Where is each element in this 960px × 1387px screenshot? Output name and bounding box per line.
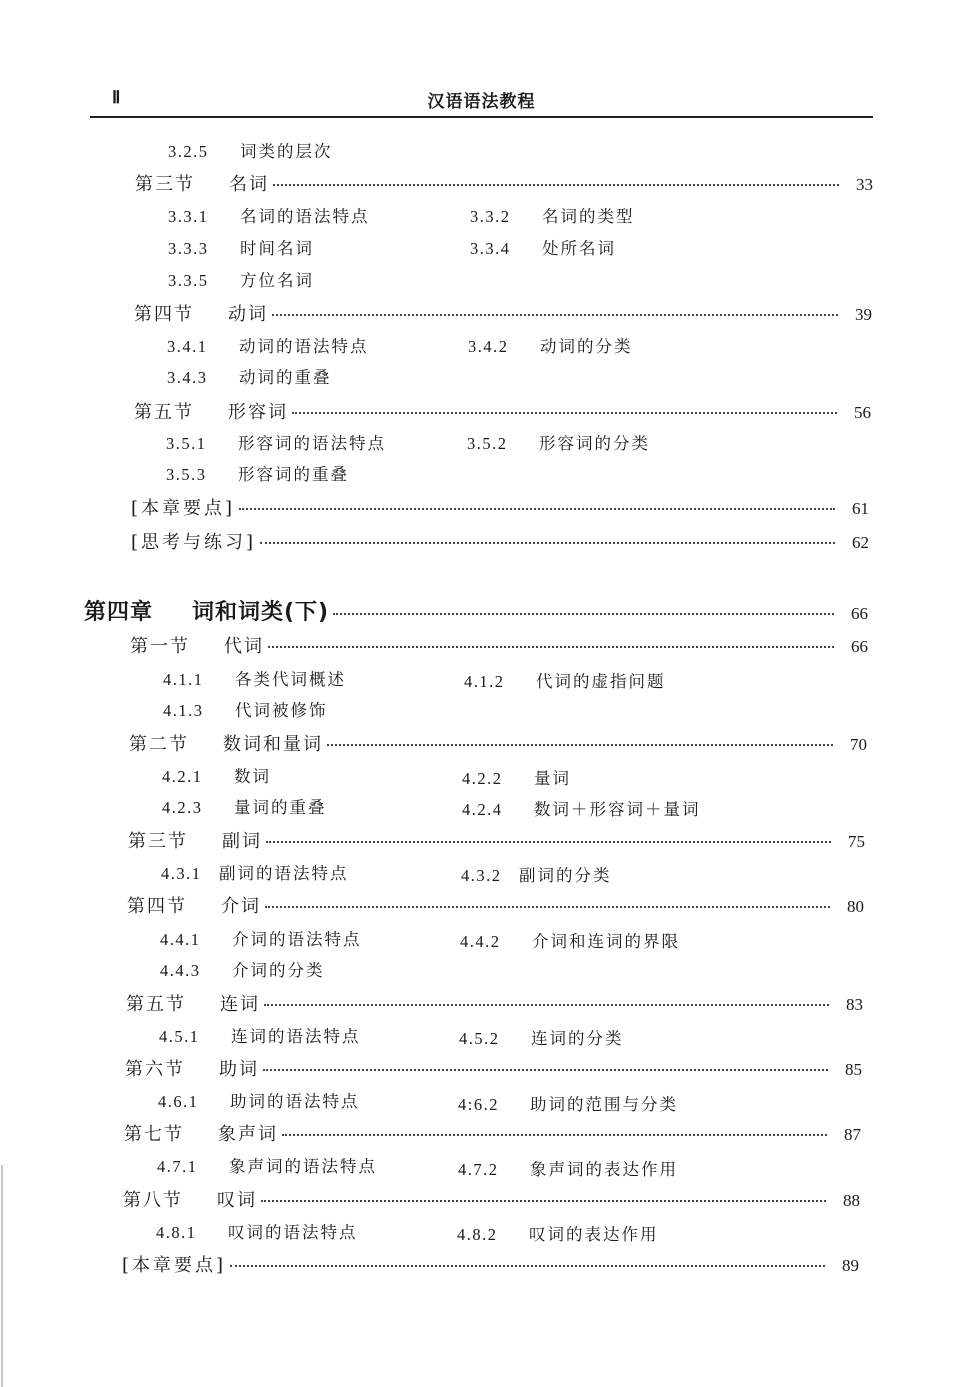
toc-text: 3.4.1 xyxy=(167,337,208,356)
toc-text: 量词 xyxy=(534,769,571,788)
toc-subsection[interactable] xyxy=(161,860,349,888)
toc-text: 第二节 xyxy=(129,734,189,755)
toc-text: 第三节 xyxy=(128,831,188,852)
toc-text: [本章要点] xyxy=(131,498,236,519)
toc-text: 介词的语法特点 xyxy=(232,930,362,949)
toc-subsection[interactable] xyxy=(457,1221,659,1249)
toc-text: 叹词 xyxy=(217,1190,257,1211)
page-number: 33 xyxy=(856,175,873,194)
toc-subsection[interactable] xyxy=(163,697,328,725)
toc-subsection[interactable] xyxy=(461,862,612,890)
toc-text: 代词被修饰 xyxy=(235,701,328,720)
toc-subsection[interactable] xyxy=(167,364,332,392)
toc-text: 3.5.1 xyxy=(166,434,207,453)
toc-subsection[interactable] xyxy=(157,1153,377,1181)
toc-text: 4.1.1 xyxy=(163,670,204,689)
toc-section-4-5[interactable] xyxy=(126,990,863,1018)
toc-section-4-6[interactable] xyxy=(125,1055,862,1083)
toc-text: 词和词类(下) xyxy=(192,600,330,625)
toc-subsection[interactable] xyxy=(462,765,571,793)
toc-text: 数词＋形容词＋量词 xyxy=(534,800,701,819)
toc-text: 名词的类型 xyxy=(542,207,635,226)
toc-subsection[interactable] xyxy=(158,1088,360,1116)
toc-text: 动词的重叠 xyxy=(239,368,332,387)
toc-text: 连词 xyxy=(220,994,260,1015)
toc-subsection[interactable] xyxy=(160,957,325,985)
page-header xyxy=(90,84,873,118)
toc-text: 象声词的语法特点 xyxy=(229,1157,377,1176)
page-number: 85 xyxy=(845,1060,862,1079)
toc-text: 4.4.2 xyxy=(460,932,501,951)
toc-subsection[interactable] xyxy=(470,203,635,231)
toc-text: 副词的分类 xyxy=(519,866,612,885)
toc-exercises-ch3[interactable] xyxy=(131,528,869,556)
toc-text: 4.3.1 xyxy=(161,864,202,883)
toc-text: 4.2.1 xyxy=(162,767,203,786)
toc-subsection[interactable] xyxy=(470,235,616,263)
toc-text: 各类代词概述 xyxy=(235,670,346,689)
toc-text: 名词 xyxy=(229,174,269,195)
toc-text: 助词 xyxy=(219,1059,259,1080)
toc-text: 形容词的重叠 xyxy=(238,465,349,484)
page-number: 83 xyxy=(846,995,863,1014)
scan-edge-shadow xyxy=(1,1165,3,1387)
dot-leader xyxy=(272,314,838,316)
toc-text: 4.8.1 xyxy=(156,1223,197,1242)
toc-subsection[interactable] xyxy=(163,666,346,694)
toc-text: 动词的语法特点 xyxy=(239,337,369,356)
toc-text: 4.7.2 xyxy=(458,1160,499,1179)
toc-text: 时间名词 xyxy=(240,239,314,258)
toc-text: 象声词 xyxy=(218,1124,278,1145)
page-number: 75 xyxy=(848,832,865,851)
dot-leader xyxy=(263,1069,828,1071)
toc-text: [本章要点] xyxy=(122,1255,227,1276)
toc-key-points-ch3[interactable] xyxy=(131,494,869,522)
toc-subsection[interactable] xyxy=(167,333,369,361)
toc-text: 代词的虚指问题 xyxy=(536,672,666,691)
toc-text: 3.5.3 xyxy=(166,465,207,484)
page-number: 56 xyxy=(854,403,871,422)
dot-leader xyxy=(268,646,834,648)
toc-text: 4.7.1 xyxy=(157,1157,198,1176)
page-number: 89 xyxy=(842,1256,859,1275)
toc-text: 第八节 xyxy=(123,1190,183,1211)
toc-section-3-3[interactable] xyxy=(135,170,873,198)
toc-text: 象声词的表达作用 xyxy=(530,1160,678,1179)
toc-subsection[interactable] xyxy=(458,1091,678,1119)
toc-section-3-4[interactable] xyxy=(134,300,872,328)
toc-section-4-2[interactable] xyxy=(129,730,867,758)
toc-text: 介词 xyxy=(221,896,261,917)
toc-subsection[interactable] xyxy=(458,1156,678,1184)
toc-text: 3.2.5 xyxy=(168,142,209,161)
toc-text: 助词的语法特点 xyxy=(230,1092,360,1111)
toc-subsection[interactable] xyxy=(162,794,327,822)
toc-subsection[interactable] xyxy=(159,1023,361,1051)
toc-text: 4.1.3 xyxy=(163,701,204,720)
toc-text: 动词 xyxy=(228,304,268,325)
dot-leader xyxy=(273,184,839,186)
toc-subsection[interactable] xyxy=(166,461,349,489)
dot-leader xyxy=(266,841,831,843)
toc-text: 助词的范围与分类 xyxy=(530,1095,678,1114)
toc-text: 形容词的分类 xyxy=(539,434,650,453)
toc-subsection[interactable] xyxy=(468,333,633,361)
toc-subsection[interactable] xyxy=(156,1219,358,1247)
toc-text: 介词和连词的界限 xyxy=(532,932,680,951)
toc-text: 数词和量词 xyxy=(223,734,323,755)
dot-leader xyxy=(239,508,835,510)
toc-text: 叹词的语法特点 xyxy=(228,1223,358,1242)
toc-subsection[interactable] xyxy=(168,267,314,295)
toc-section-4-8[interactable] xyxy=(123,1186,860,1214)
toc-subsection[interactable] xyxy=(462,796,701,824)
page-number: 88 xyxy=(843,1191,860,1210)
toc-section-4-4[interactable] xyxy=(127,892,864,920)
toc-text: 处所名词 xyxy=(542,239,616,258)
page-number: 66 xyxy=(851,604,868,623)
page-number: 87 xyxy=(844,1125,861,1144)
toc-text: 数词 xyxy=(234,767,271,786)
dot-leader xyxy=(260,542,835,544)
toc-text: 4.8.2 xyxy=(457,1225,498,1244)
toc-text: 第七节 xyxy=(124,1124,184,1145)
toc-subsection[interactable] xyxy=(467,430,650,458)
toc-text: 4.3.2 xyxy=(461,866,502,885)
dot-leader xyxy=(230,1265,825,1267)
toc-text: 第三节 xyxy=(135,174,195,195)
toc-text: [思考与练习] xyxy=(131,532,257,553)
toc-section-4-1[interactable] xyxy=(130,632,868,660)
toc-text: 4.4.3 xyxy=(160,961,201,980)
page-number: 62 xyxy=(852,533,869,552)
page-number: 80 xyxy=(847,897,864,916)
toc-text: 3.3.1 xyxy=(168,207,209,226)
toc-text: 第四章 xyxy=(84,600,154,625)
page-number: 70 xyxy=(850,735,867,754)
toc-text: 3.3.3 xyxy=(168,239,209,258)
toc-text: 连词的语法特点 xyxy=(231,1027,361,1046)
toc-text: 4.5.1 xyxy=(159,1027,200,1046)
toc-text: 方位名词 xyxy=(240,271,314,290)
toc-key-points-ch4[interactable] xyxy=(122,1251,859,1279)
toc-subsection[interactable] xyxy=(460,928,680,956)
toc-text: 连词的分类 xyxy=(531,1029,624,1048)
toc-text: 3.4.3 xyxy=(167,368,208,387)
toc-text: 量词的重叠 xyxy=(234,798,327,817)
page-number: 61 xyxy=(852,499,869,518)
toc-text: 形容词的语法特点 xyxy=(238,434,386,453)
toc-text: 叹词的表达作用 xyxy=(529,1225,659,1244)
toc-text: 4.2.4 xyxy=(462,800,503,819)
page-number: 39 xyxy=(855,305,872,324)
toc-text: 第五节 xyxy=(126,994,186,1015)
toc-subsection[interactable] xyxy=(166,430,386,458)
dot-leader xyxy=(265,906,830,908)
dot-leader xyxy=(282,1134,827,1136)
toc-text: 3.3.5 xyxy=(168,271,209,290)
dot-leader xyxy=(292,412,837,414)
toc-text: 第四节 xyxy=(134,304,194,325)
toc-text: 4:6.2 xyxy=(458,1095,499,1114)
header-rule xyxy=(90,116,873,118)
toc-text: 3.4.2 xyxy=(468,337,509,356)
toc-text: 形容词 xyxy=(228,402,288,423)
toc-text: 副词 xyxy=(222,831,262,852)
page-number-roman: Ⅱ xyxy=(112,88,121,107)
toc-section-4-7[interactable] xyxy=(124,1120,861,1148)
toc-text: 3.5.2 xyxy=(467,434,508,453)
toc-section-3-5[interactable] xyxy=(134,398,871,426)
toc-text: 动词的分类 xyxy=(540,337,633,356)
toc-text: 4.2.3 xyxy=(162,798,203,817)
dot-leader xyxy=(261,1200,826,1202)
toc-text: 4.6.1 xyxy=(158,1092,199,1111)
toc-chapter-4[interactable] xyxy=(84,595,868,623)
toc-text: 副词的语法特点 xyxy=(219,864,349,883)
toc-text: 第五节 xyxy=(134,402,194,423)
toc-subsection[interactable] xyxy=(168,138,333,166)
toc-text: 代词 xyxy=(224,636,264,657)
toc-text: 第一节 xyxy=(130,636,190,657)
toc-subsection[interactable] xyxy=(459,1025,624,1053)
toc-subsection[interactable] xyxy=(160,926,362,954)
toc-section-4-3[interactable] xyxy=(128,827,865,855)
toc-text: 4.5.2 xyxy=(459,1029,500,1048)
dot-leader xyxy=(264,1004,829,1006)
toc-text: 3.3.4 xyxy=(470,239,511,258)
toc-text: 第四节 xyxy=(127,896,187,917)
toc-text: 第六节 xyxy=(125,1059,185,1080)
toc-subsection[interactable] xyxy=(168,203,370,231)
toc-subsection[interactable] xyxy=(168,235,314,263)
toc-text: 4.2.2 xyxy=(462,769,503,788)
toc-text: 4.4.1 xyxy=(160,930,201,949)
toc-text: 介词的分类 xyxy=(232,961,325,980)
toc-text: 词类的层次 xyxy=(240,142,333,161)
dot-leader xyxy=(327,744,833,746)
toc-text: 3.3.2 xyxy=(470,207,511,226)
book-title: 汉语语法教程 xyxy=(427,92,536,112)
toc-subsection[interactable] xyxy=(162,763,271,791)
dot-leader xyxy=(333,613,834,615)
page-number: 66 xyxy=(851,637,868,656)
toc-subsection[interactable] xyxy=(464,668,666,696)
toc-text: 4.1.2 xyxy=(464,672,505,691)
toc-text: 名词的语法特点 xyxy=(240,207,370,226)
